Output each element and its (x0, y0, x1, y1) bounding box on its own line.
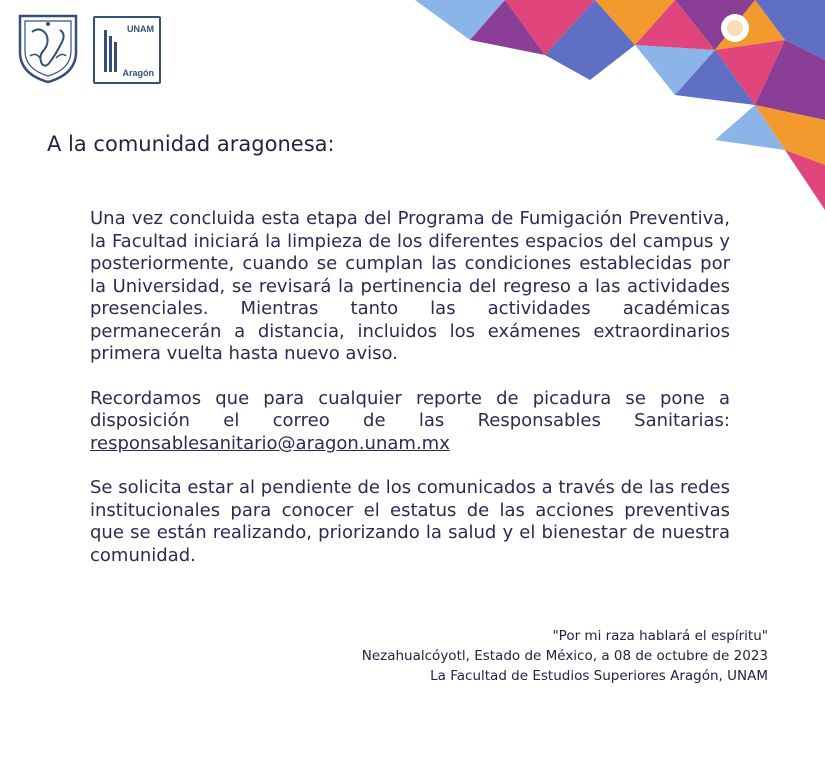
decorative-geometric-pattern (415, 0, 825, 210)
paragraph-fumigation: Una vez concluida esta etapa del Programa de Fumigación Preventiva, la Facultad iniciará la limpieza de los diferentes espacios del campus y posteriormente, cuando se cumplan las condiciones establecidas por la Universidad, se revisará la pertinencia del regreso a las actividades presenciales. Mientras tanto las actividades académicas permanecerán a distancia, incluidos los exámenes extraordinarios primera vuelta hasta nuevo aviso. (90, 208, 730, 364)
paragraph-contact-text: Recordamos que para cualquier reporte de picadura se pone a disposición el correo de las Responsables Sanitarias: (90, 387, 730, 431)
document-heading: A la comunidad aragonesa: (47, 132, 335, 156)
fes-columns-icon (103, 26, 119, 74)
paragraph-communications: Se solicita estar al pendiente de los comunicados a través de las redes institucionales para conocer el estatus de las acciones preventivas que se están realizando, priorizando la salud y el bienestar de nuestra comunidad. (90, 477, 730, 566)
fes-logo-unam-text: UNAM (127, 24, 154, 34)
unam-seal-icon (16, 12, 80, 84)
email-link[interactable]: responsablesanitario@aragon.unam.mx (90, 432, 450, 454)
signature-motto: "Por mi raza hablará el espíritu" (552, 628, 768, 644)
fes-aragon-logo (93, 16, 161, 84)
signature-institution: La Facultad de Estudios Superiores Aragón, UNAM (430, 668, 768, 684)
document-body (90, 208, 730, 589)
signature-block (362, 626, 768, 686)
paragraph-contact (90, 388, 730, 456)
fes-logo-aragon-text: Aragón (122, 68, 154, 78)
signature-place-date: Nezahualcóyotl, Estado de México, a 08 de octubre de 2023 (361, 648, 768, 664)
